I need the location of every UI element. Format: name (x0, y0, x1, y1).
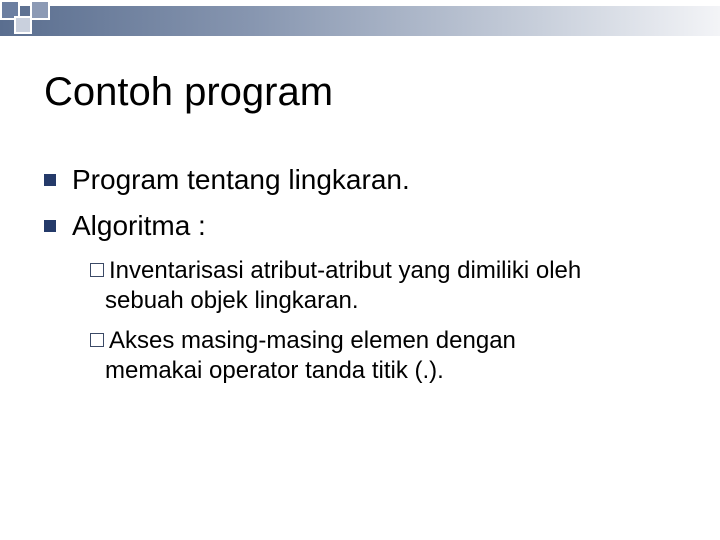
sub-bullet-text-line2: sebuah objek lingkaran. (105, 287, 359, 314)
sub-bullet-item (90, 256, 690, 316)
slide-title: Contoh program (44, 70, 334, 114)
header-decoration (0, 0, 720, 40)
bullet-item (44, 208, 206, 244)
bullet-text: Algoritma : (72, 210, 206, 241)
filled-square-bullet-icon (44, 174, 56, 186)
bullet-text: Program tentang lingkaran. (72, 164, 410, 195)
sub-bullet-text-line1: Inventarisasi atribut-atribut yang dimiliki oleh (109, 257, 582, 284)
hollow-square-bullet-icon (90, 333, 104, 347)
bullet-item (44, 162, 410, 198)
hollow-square-bullet-icon (90, 263, 104, 277)
header-gradient-bar (0, 6, 720, 36)
sub-bullet-text-line2: memakai operator tanda titik (.). (105, 357, 444, 384)
decorative-square-icon (14, 16, 32, 34)
sub-bullet-item (90, 326, 690, 386)
sub-bullet-text-line1: Akses masing-masing elemen dengan (109, 327, 516, 354)
decorative-square-icon (30, 0, 50, 20)
filled-square-bullet-icon (44, 220, 56, 232)
